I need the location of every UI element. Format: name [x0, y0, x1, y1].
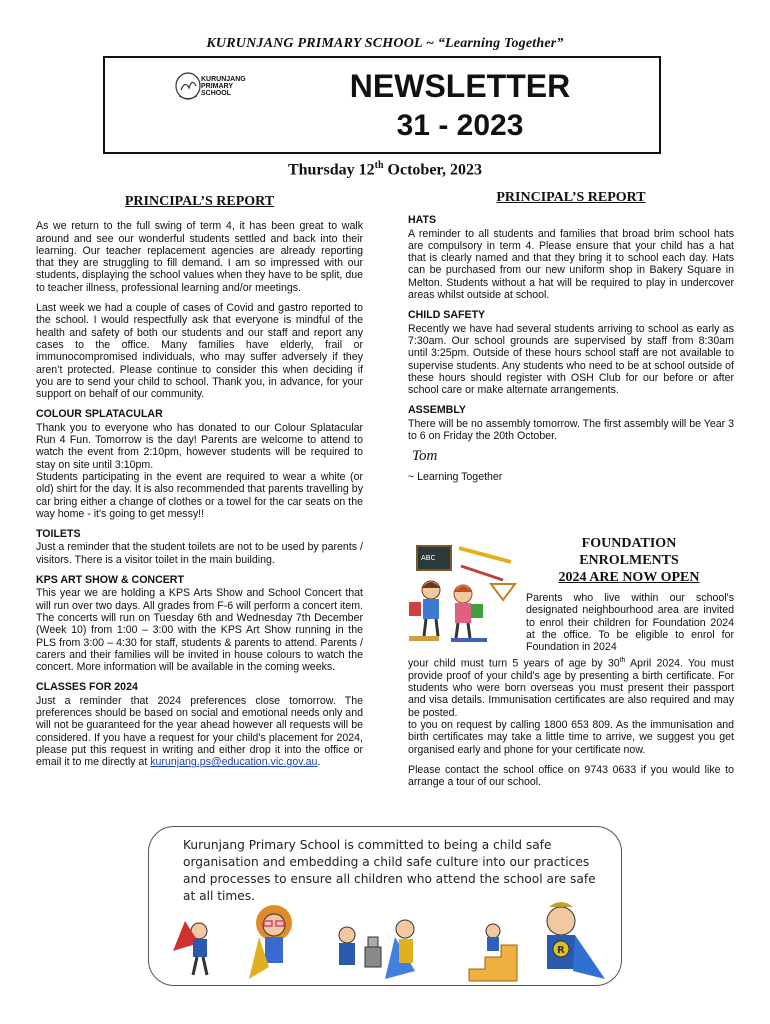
school-logo [175, 68, 246, 108]
right-column [408, 192, 734, 483]
foundation-contact-text: Please contact the school office on 9743 0633 if you would like to arrange a tour of our school. [408, 763, 734, 789]
section-title-principals-report: PRINCIPAL’S REPORT [124, 194, 275, 209]
newsletter-title: NEWSLETTER [349, 68, 571, 104]
assembly-paragraph: There will be no assembly tomorrow. The first assembly will be Year 3 to 6 on Friday the 20th October. [408, 417, 734, 443]
date-day: Thursday 12 [287, 161, 375, 179]
child-safe-statement: Kurunjang Primary School is committed to being a child safe organisation and embedding a child safe culture into our practices and processes to ensure all children who attend the school are safe at all times. [183, 838, 596, 903]
foundation-body [408, 655, 734, 797]
signoff-text: ~ Learning Together [408, 470, 503, 483]
classes-paragraph [36, 695, 363, 769]
heading-assembly: ASSEMBLY [408, 404, 466, 417]
foundation-title [548, 535, 710, 586]
principal-email-link[interactable]: kurunjang.ps@education.vic.gov.au [150, 756, 318, 769]
left-column [36, 196, 363, 776]
newsletter-number: 31 - 2023 [396, 109, 524, 142]
foundation-illustration [403, 540, 521, 644]
heading-toilets: TOILETS [36, 528, 81, 541]
child-safe-banner [148, 826, 622, 986]
logo-wordmark: KURUNJANG PRIMARY SCHOOL [201, 76, 246, 97]
hats-paragraph: A reminder to all students and families that broad brim school hats are compulsory in term 4. Please ensure that your child has a hat that is clearly named and that they bring it to school each day. Hats can be purchased from our new uniform shop in Bakery Square in Melton. Students without a hat will be required to play in undercover areas whilst outside at school. [408, 227, 734, 302]
eligibility-post: April 2024. You must provide proof of your child's age by presenting a birth certificate. For students who were born overseas you must present their passport and visa details. Immunisation certificates are also required and may be posted. [408, 657, 734, 719]
heading-hats: HATS [408, 214, 437, 227]
heading-child-safety: CHILD SAFETY [408, 309, 486, 322]
toilets-paragraph: Just a reminder that the student toilets are not to be used by parents / visitors. There is a visitor toilet in the main building. [36, 541, 363, 566]
svg-text:R: R [557, 945, 565, 956]
heading-colour-splatacular: COLOUR SPLATACULAR [36, 408, 163, 421]
foundation-title-line-1: FOUNDATION [581, 536, 677, 551]
superhero-children-illustration [169, 891, 609, 983]
colour-paragraph-2: Students participating in the event are required to wear a white (or old) shirt for the day. It is also recommended that parents travelling by car bring either a change of clothes or a towel for the car seats on the way home - it's going to get messy!! [36, 470, 363, 520]
date-suffix: th [374, 160, 384, 171]
issue-date [0, 160, 770, 179]
foundation-immunisation-text: to you on request by calling 1800 653 809. As the immunisation and birth certificates may take a little time to arrive, we suggest you get organised early and phone for your certificate now. [408, 719, 734, 756]
school-motto-line: KURUNJANG PRIMARY SCHOOL ~ “Learning Together” [206, 36, 564, 51]
foundation-eligibility-text [408, 655, 734, 719]
art-show-paragraph: This year we are holding a KPS Arts Show and School Concert that will run over two days. All grades from F-6 will perform a concert item. The concerts will run on Tuesday 6th and Wednesday 7th December (Week 10) from 1:00 – 3:00 with the KPS Art Show running in the PLS from 3:00 – 4:30 for staff, students & parents to attend. Parents / carers and their families will be invited in house colours to watch the concert. More information will be available in the coming weeks. [36, 587, 363, 674]
masthead-box [103, 56, 661, 154]
colour-paragraph-1: Thank you to everyone who has donated to our Colour Splatacular Run 4 Fun. Tomorrow is the day! Parents are welcome to attend to watch the event from 2:10pm, however students will be required to stay on site until 3:10pm. [36, 421, 363, 471]
svg-text:ABC: ABC [421, 554, 436, 562]
principal-signature: Tom [412, 448, 438, 465]
date-month-year: October, 2023 [383, 161, 483, 179]
heading-classes-2024: CLASSES FOR 2024 [36, 681, 138, 694]
classes-end: . [317, 756, 321, 769]
foundation-title-line-2: ENROLMENTS [579, 553, 679, 568]
eligibility-suffix: th [619, 657, 626, 664]
foundation-title-line-3: 2024 ARE NOW OPEN [558, 570, 700, 585]
principal-paragraph-2: Last week we had a couple of cases of Covid and gastro reported to the school. I would respectfully ask that everyone is mindful of the health and safety of both our students and our staff and report any cases to the office. Many families have elderly, frail or immunocompromised individuals, who may suffer adversely if they aren’t protected. Please continue to consider this when deciding if you are to send your child to school. Thank you, in advance, for your support on behalf of our community. [36, 302, 363, 401]
heading-art-show: KPS ART SHOW & CONCERT [36, 574, 184, 587]
section-title-principals-report-2: PRINCIPAL’S REPORT [496, 190, 646, 205]
classes-text: Just a reminder that 2024 preferences close tomorrow. The preferences should be based on social and emotional needs only and will not be guaranteed for the year ahead however all requests will be considered. If you have a request for your child's placement for 2024, please put this request in writing and either drop it into the office or email it to me directly at [36, 694, 363, 769]
child-safety-paragraph: Recently we have had several students arriving to school as early as 7:30am. Our school grounds are supervised by staff from 8:30am until 3:25pm. Outside of these hours school staff are not available to supervise students. Any students who need to be at school outside of these hours should register with OSH Club for our before or after school care or make alternate arrangements. [408, 322, 734, 397]
eligibility-pre: your child must turn 5 years of age by 30 [408, 657, 620, 670]
children-with-school-supplies-illustration [403, 540, 521, 644]
foundation-paragraph-intro: Parents who live within our school's designated neighbourhood area are invited to enrol their children for Foundation 2024 at the office. To be eligible to enrol for Foundation in 2024 [526, 592, 734, 654]
principal-paragraph-1: As we return to the full swing of term 4, it has been great to walk around and see our wonderful students settled and back into their learning. Our teacher replacement agencies are already reporting that they are struggling to fill demand. I am so impressed with our students, displaying the school values when they have to be split, due to teacher illness, professional learning and/or meetings. [36, 220, 363, 294]
